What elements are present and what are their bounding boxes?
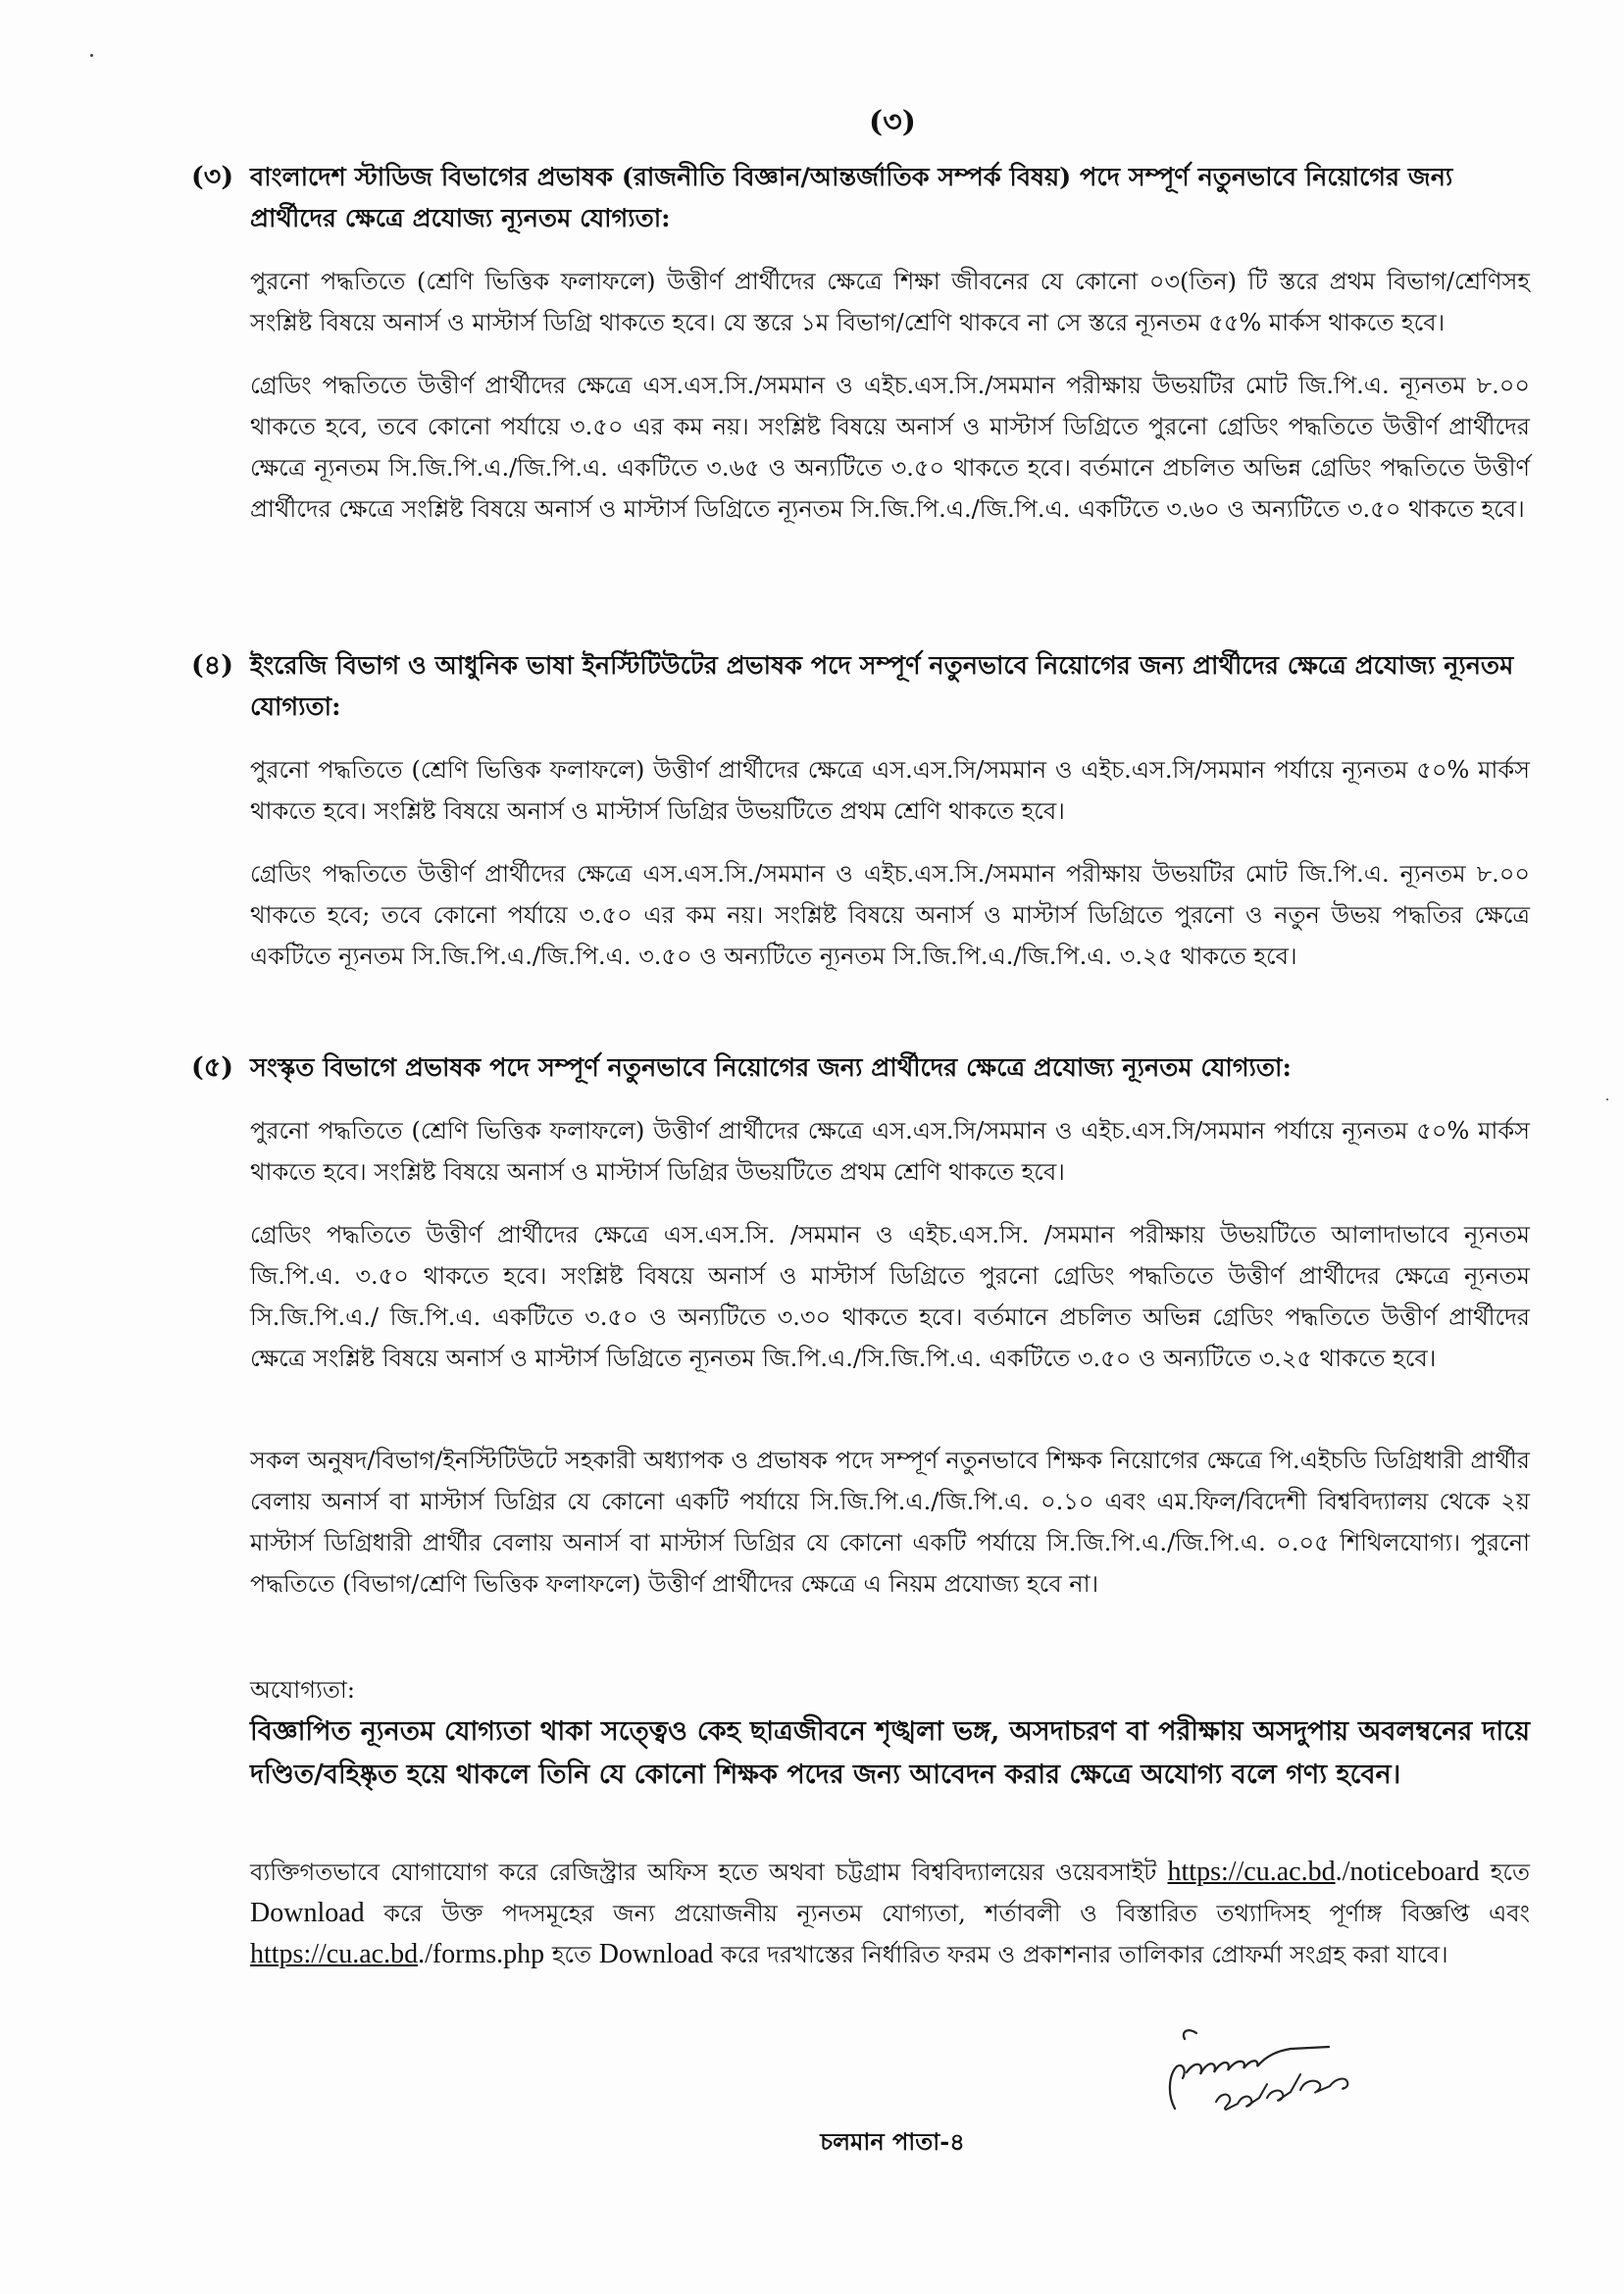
section-4 <box>191 645 1530 977</box>
download-word: Download <box>250 1898 365 1928</box>
contact-text-part: হতে <box>544 1941 599 1968</box>
signature-drawing <box>1157 2015 1363 2123</box>
paragraph: গ্রেডিং পদ্ধতিতে উত্তীর্ণ প্রার্থীদের ক্ষেত্রে এস.এস.সি./সমমান ও এইচ.এস.সি./সমমান পরীক্ষায় উভয়টির মোট জি.পি.এ. ন্যূনতম ৮.০০ থাকতে হবে; তবে কোনো পর্যায়ে ৩.৫০ এর কম নয়। সংশ্লিষ্ট বিষয়ে অনার্স ও মাস্টার্স ডিগ্রিতে পুরনো ও নতুন উভয় পদ্ধতির ক্ষেত্রে একটিতে ন্যূনতম সি.জি.পি.এ./জি.পি.এ. ৩.৫০ ও অন্যটিতে ন্যূনতম সি.জি.পি.এ./জি.পি.এ. ৩.২৫ থাকতে হবে। <box>250 860 1530 970</box>
contact-text-part: ব্যক্তিগতভাবে যোগাযোগ করে রেজিস্ট্রার অফিস হতে অথবা চট্টগ্রাম বিশ্ববিদ্যালয়ের ওয়েবসাইট <box>250 1859 1168 1886</box>
website-link-tail: ./noticeboard <box>1335 1857 1480 1887</box>
section-heading <box>191 157 1530 239</box>
section-5 <box>191 1047 1530 1379</box>
page-number: (৩) <box>869 105 916 139</box>
forms-link-tail: ./forms.php <box>418 1939 545 1969</box>
section-heading <box>191 645 1530 728</box>
handwritten-signature-icon <box>1157 2015 1363 2123</box>
section-heading-text: সংস্কৃত বিভাগে প্রভাষক পদে সম্পূর্ণ নতুনভাবে নিয়োগের জন্য প্রার্থীদের ক্ষেত্রে প্রযোজ্য ন্যূনতম যোগ্যতা: <box>250 1053 1292 1083</box>
contact-text <box>201 1852 1530 1975</box>
page-footer: চলমান পাতা-৪ <box>820 2127 965 2156</box>
contact-block <box>201 1852 1530 1975</box>
contact-text-part: করে উক্ত পদসমূহের জন্য প্রয়োজনীয় ন্যূনতম যোগ্যতা, শর্তাবলী ও বিস্তারিত তথ্যাদিসহ পূর্ণাঙ্গ বিজ্ঞপ্তি এবং <box>364 1900 1530 1927</box>
section-number: (৩) <box>191 162 234 192</box>
download-word: Download <box>598 1939 714 1969</box>
disqualification-block <box>201 1669 1530 1797</box>
section-number: (৫) <box>191 1052 234 1083</box>
section-3 <box>191 157 1530 530</box>
forms-link[interactable]: https://cu.ac.bd <box>250 1939 419 1969</box>
contact-text-part: করে দরখাস্তের নির্ধারিত ফরম ও প্রকাশনার তালিকার প্রোফর্মা সংগ্রহ করা যাবে। <box>713 1941 1448 1968</box>
general-note-text: সকল অনুষদ/বিভাগ/ইনস্টিটিউটে সহকারী অধ্যাপক ও প্রভাষক পদে সম্পূর্ণ নতুনভাবে শিক্ষক নিয়োগের ক্ষেত্রে পি.এইচডি ডিগ্রিধারী প্রার্থীর বেলায় অনার্স বা মাস্টার্স ডিগ্রির যে কোনো একটি পর্যায়ে সি.জি.পি.এ./জি.পি.এ. ০.১০ এবং এম.ফিল/বিদেশী বিশ্ববিদ্যালয় থেকে ২য় মাস্টার্স ডিগ্রিধারী প্রার্থীর বেলায় অনার্স বা মাস্টার্স ডিগ্রির যে কোনো একটি পর্যায়ে সি.জি.পি.এ./জি.পি.এ. ০.০৫ শিথিলযোগ্য। পুরনো পদ্ধতিতে (বিভাগ/শ্রেণি ভিত্তিক ফলাফলে) উত্তীর্ণ প্রার্থীদের ক্ষেত্রে এ নিয়ম প্রযোজ্য হবে না। <box>250 1447 1530 1598</box>
paragraph: গ্রেডিং পদ্ধতিতে উত্তীর্ণ প্রার্থীদের ক্ষেত্রে এস.এস.সি./সমমান ও এইচ.এস.সি./সমমান পরীক্ষায় উভয়টির মোট জি.পি.এ. ন্যূনতম ৮.০০ থাকতে হবে, তবে কোনো পর্যায়ে ৩.৫০ এর কম নয়। সংশ্লিষ্ট বিষয়ে অনার্স ও মাস্টার্স ডিগ্রিতে পুরনো গ্রেডিং পদ্ধতিতে উত্তীর্ণ প্রার্থীদের ক্ষেত্রে ন্যূনতম সি.জি.পি.এ./জি.পি.এ. একটিতে ৩.৬৫ ও অন্যটিতে ৩.৫০ থাকতে হবে। বর্তমানে প্রচলিত অভিন্ন গ্রেডিং পদ্ধতিতে উত্তীর্ণ প্রার্থীদের ক্ষেত্রে সংশ্লিষ্ট বিষয়ে অনার্স ও মাস্টার্স ডিগ্রিতে ন্যূনতম সি.জি.পি.এ./জি.পি.এ. একটিতে ৩.৬০ ও অন্যটিতে ৩.৫০ থাকতে হবে। <box>250 372 1530 523</box>
scan-speck <box>1606 1098 1608 1100</box>
paragraph: পুরনো পদ্ধতিতে (শ্রেণি ভিত্তিক ফলাফলে) উত্তীর্ণ প্রার্থীদের ক্ষেত্রে এস.এস.সি/সমমান ও এইচ.এস.সি/সমমান পর্যায়ে ন্যূনতম ৫০% মার্কস থাকতে হবে। সংশ্লিষ্ট বিষয়ে অনার্স ও মাস্টার্স ডিগ্রির উভয়টিতে প্রথম শ্রেণি থাকতে হবে। <box>250 756 1530 825</box>
section-heading-text: বাংলাদেশ স্টাডিজ বিভাগের প্রভাষক (রাজনীতি বিজ্ঞান/আন্তর্জাতিক সম্পর্ক বিষয়) পদে সম্পূর্ণ নতুনভাবে নিয়োগের জন্য প্রার্থীদের ক্ষেত্রে প্রযোজ্য ন্যূনতম যোগ্যতা: <box>250 163 1453 233</box>
disqualification-title: অযোগ্যতা: <box>250 1676 355 1704</box>
website-link[interactable]: https://cu.ac.bd <box>1167 1857 1336 1887</box>
general-note <box>201 1440 1530 1605</box>
section-heading-text: ইংরেজি বিভাগ ও আধুনিক ভাষা ইনস্টিটিউটের প্রভাষক পদে সম্পূর্ণ নতুনভাবে নিয়োগের জন্য প্রার্থীদের ক্ষেত্রে প্রযোজ্য ন্যূনতম যোগ্যতা: <box>250 651 1514 722</box>
disqualification-text: বিজ্ঞাপিত ন্যূনতম যোগ্যতা থাকা সত্ত্বেও কেহ ছাত্রজীবনে শৃঙ্খলা ভঙ্গ, অসদাচরণ বা পরীক্ষায় অসদুপায় অবলম্বনের দায়ে দণ্ডিত/বহিষ্কৃত হয়ে থাকলে তিনি যে কোনো শিক্ষক পদের জন্য আবেদন করার ক্ষেত্রে অযোগ্য বলে গণ্য হবেন। <box>250 1716 1530 1790</box>
paragraph: গ্রেডিং পদ্ধতিতে উত্তীর্ণ প্রার্থীদের ক্ষেত্রে এস.এস.সি. /সমমান ও এইচ.এস.সি. /সমমান পরীক্ষায় উভয়টিতে আলাদাভাবে ন্যূনতম জি.পি.এ. ৩.৫০ থাকতে হবে। সংশ্লিষ্ট বিষয়ে অনার্স ও মাস্টার্স ডিগ্রিতে পুরনো গ্রেডিং পদ্ধতিতে উত্তীর্ণ প্রার্থীদের ক্ষেত্রে ন্যূনতম সি.জি.পি.এ./ জি.পি.এ. একটিতে ৩.৫০ ও অন্যটিতে ৩.৩০ থাকতে হবে। বর্তমানে প্রচলিত অভিন্ন গ্রেডিং পদ্ধতিতে উত্তীর্ণ প্রার্থীদের ক্ষেত্রে সংশ্লিষ্ট বিষয়ে অনার্স ও মাস্টার্স ডিগ্রিতে ন্যূনতম জি.পি.এ./সি.জি.পি.এ. একটিতে ৩.৫০ ও অন্যটিতে ৩.২৫ থাকতে হবে। <box>250 1221 1530 1372</box>
paragraph: পুরনো পদ্ধতিতে (শ্রেণি ভিত্তিক ফলাফলে) উত্তীর্ণ প্রার্থীদের ক্ষেত্রে এস.এস.সি/সমমান ও এইচ.এস.সি/সমমান পর্যায়ে ন্যূনতম ৫০% মার্কস থাকতে হবে। সংশ্লিষ্ট বিষয়ে অনার্স ও মাস্টার্স ডিগ্রির উভয়টিতে প্রথম শ্রেণি থাকতে হবে। <box>250 1117 1530 1186</box>
section-number: (৪) <box>191 650 234 681</box>
section-heading <box>191 1047 1530 1089</box>
scan-speck <box>90 54 93 57</box>
contact-text-part: হতে <box>1479 1859 1530 1886</box>
paragraph: পুরনো পদ্ধতিতে (শ্রেণি ভিত্তিক ফলাফলে) উত্তীর্ণ প্রার্থীদের ক্ষেত্রে শিক্ষা জীবনের যে কোনো ০৩(তিন) টি স্তরে প্রথম বিভাগ/শ্রেণিসহ সংশ্লিষ্ট বিষয়ে অনার্স ও মাস্টার্স ডিগ্রি থাকতে হবে। যে স্তরে ১ম বিভাগ/শ্রেণি থাকবে না সে স্তরে ন্যূনতম ৫৫% মার্কস থাকতে হবে। <box>250 268 1530 336</box>
